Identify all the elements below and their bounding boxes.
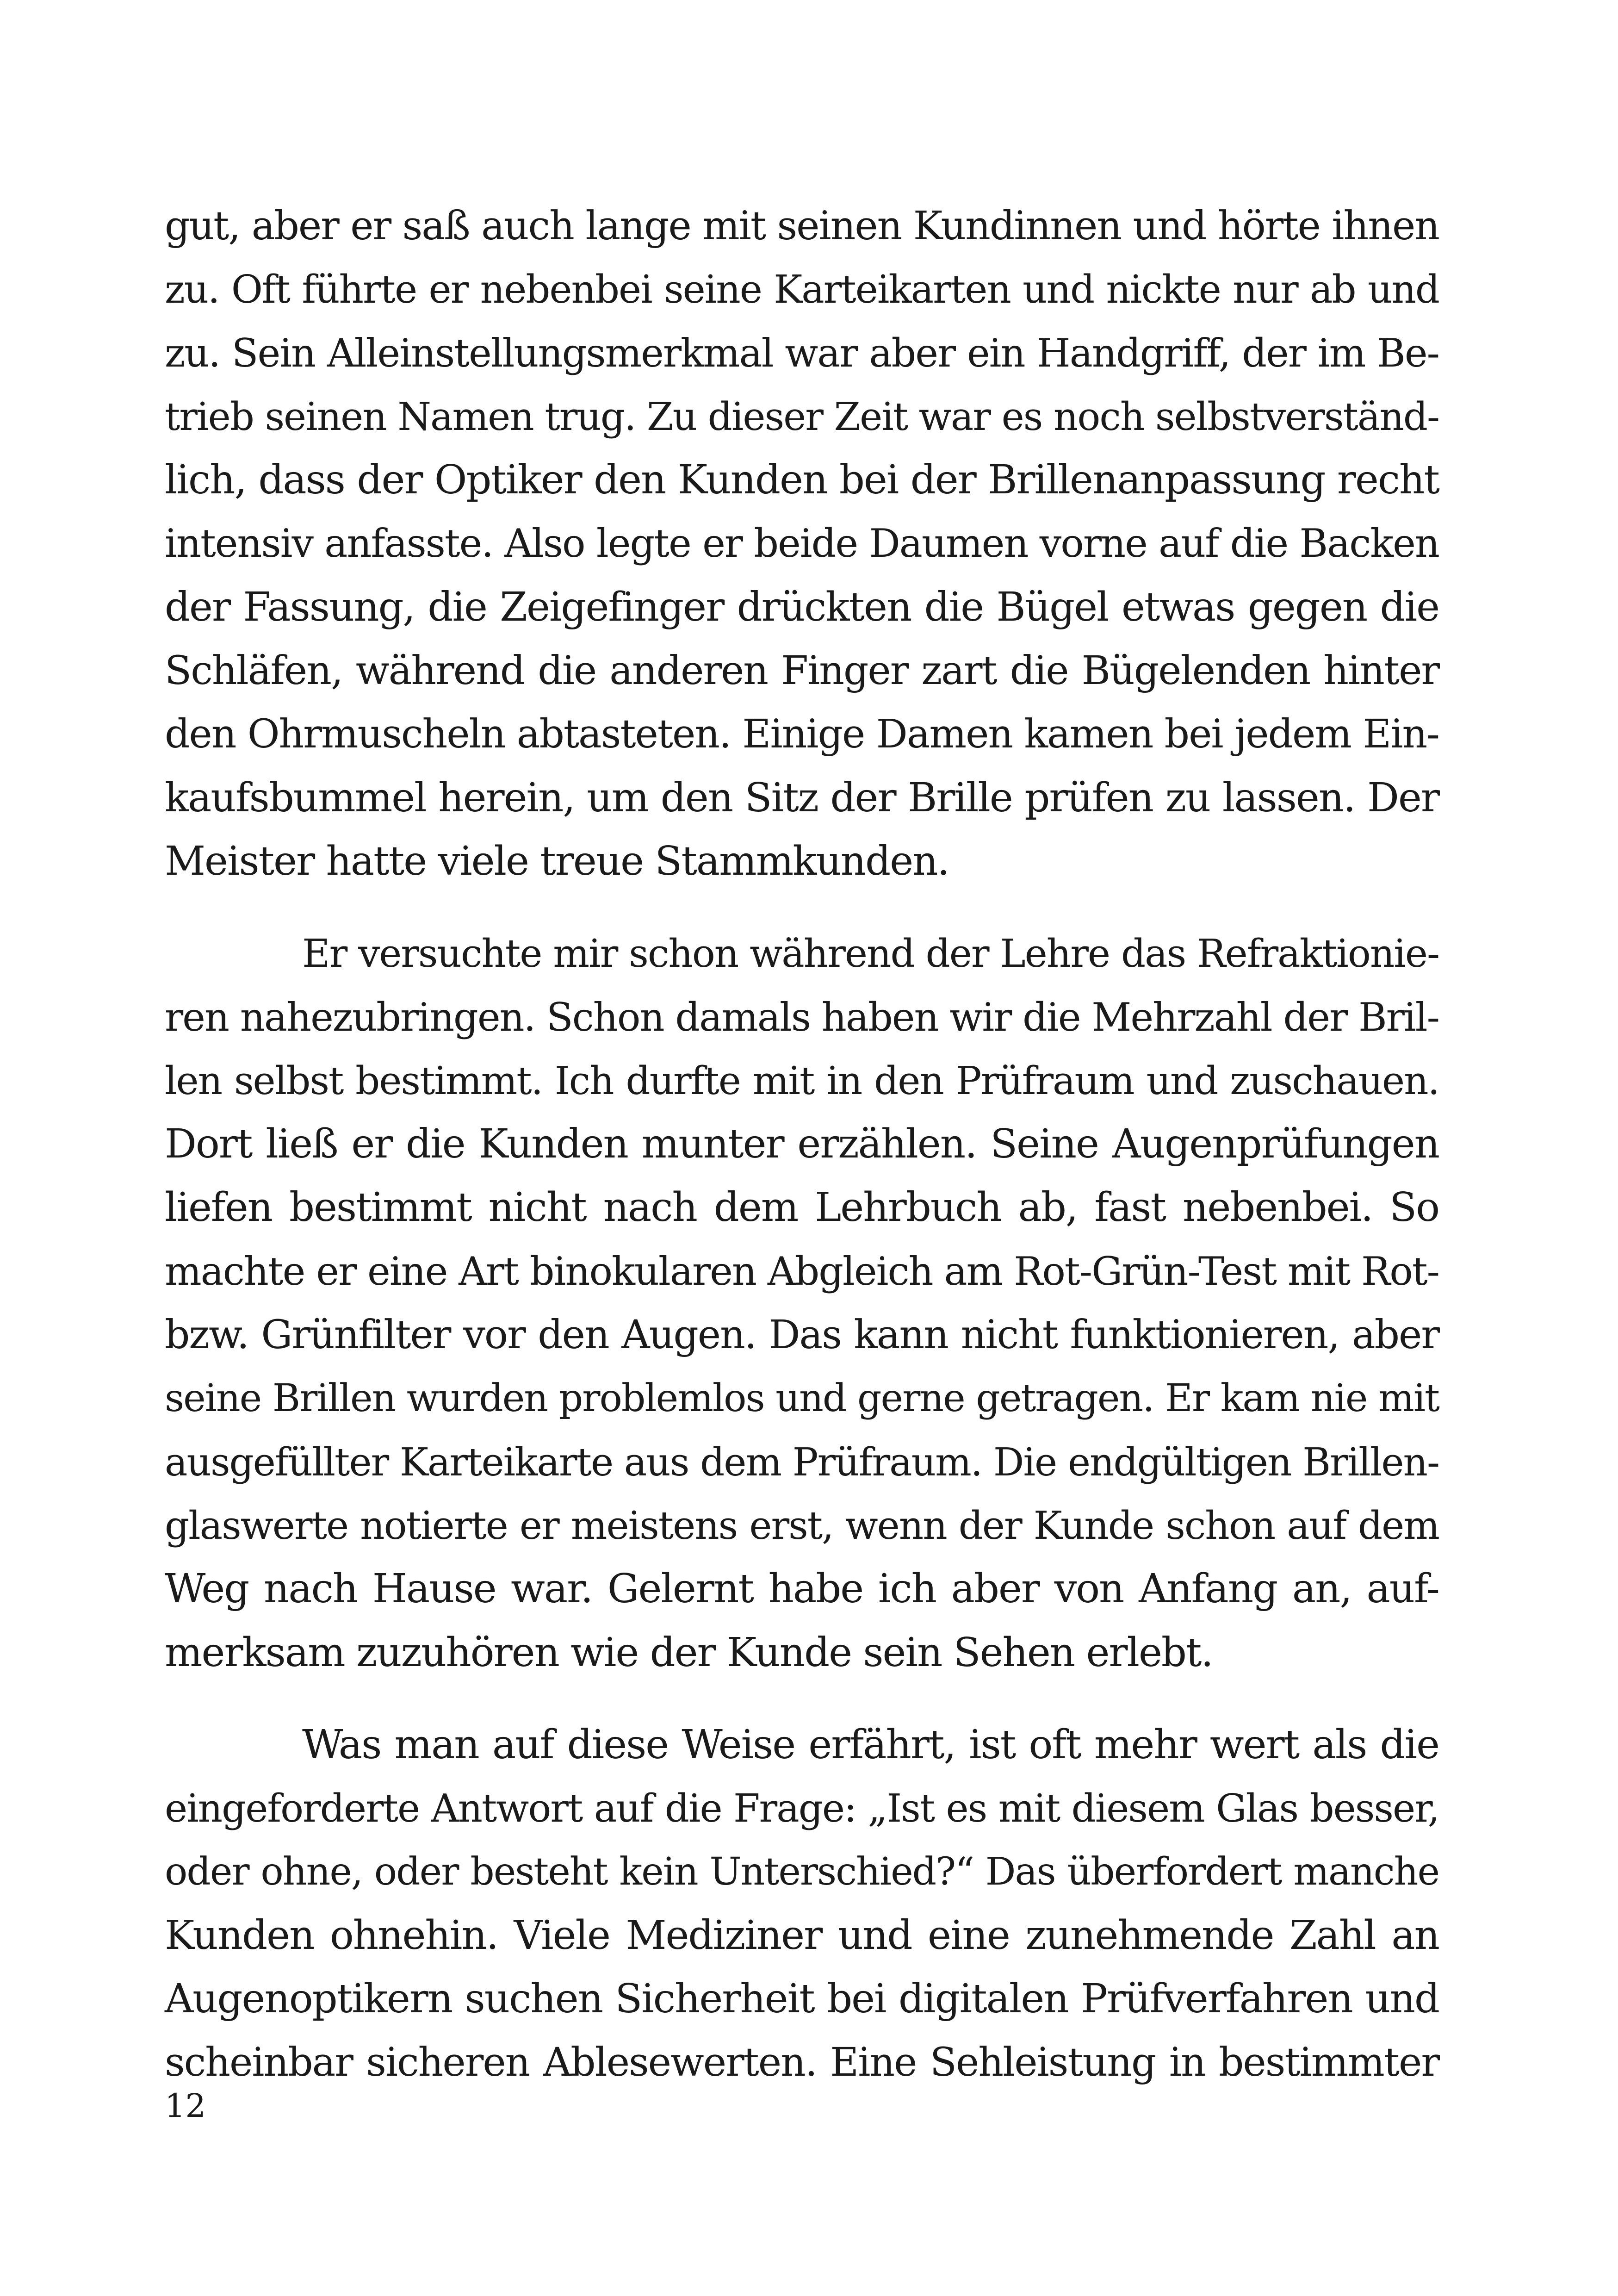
text-line: liefen bestimmt nicht nach dem Lehrbuch ab, fast nebenbei. So [165,1184,1439,1231]
text-line: der Fassung, die Zeigefinger drückten die Bügel etwas gegen die [165,584,1439,630]
text-line: den Ohrmuscheln abtasteten. Einige Damen kamen bei jedem Ein- [165,711,1439,758]
text-line: machte er eine Art binokularen Abgleich am Rot-Grün-Test mit Rot- [165,1248,1439,1294]
paragraph-2 [165,922,1439,1685]
text-line: Er versuchte mir schon während der Lehre das Refraktionie- [302,931,1439,977]
text-line: Weg nach Hause war. Gelernt habe ich aber von Anfang an, auf- [165,1566,1439,1612]
paragraph-3 [165,1713,1439,2095]
text-line: intensiv anfasste. Also legte er beide Daumen vorne auf die Backen [165,521,1439,566]
text-line: zu. Oft führte er nebenbei seine Karteikarten und nickte nur ab und [165,267,1439,312]
text-line: trieb seinen Namen trug. Zu dieser Zeit war es noch selbstverständ- [165,394,1439,439]
page-number: 12 [165,2087,206,2125]
text-line: merksam zuzuhören wie der Kunde sein Sehen erlebt. [165,1629,1213,1676]
text-line: kaufsbummel herein, um den Sitz der Brille prüfen zu lassen. Der [165,774,1439,821]
text-line: Was man auf diese Weise erfährt, ist oft mehr wert als die [302,1721,1439,1768]
text-line: Dort ließ er die Kunden munter erzählen. Seine Augenprüfungen [165,1121,1439,1168]
text-line: len selbst bestimmt. Ich durfte mit in den Prüfraum und zuschauen. [165,1058,1439,1103]
text-line: oder ohne, oder besteht kein Unterschied?“ Das überfordert manche [165,1850,1439,1894]
text-line: Schläfen, während die anderen Finger zart die Bügelenden hinter [165,648,1439,694]
text-line: glaswerte notierte er meistens erst, wenn der Kunde schon auf dem [165,1503,1439,1548]
text-line: Kunden ohnehin. Viele Mediziner und eine zunehmende Zahl an [165,1912,1439,1959]
text-line: seine Brillen wurden problemlos und gerne getragen. Er kam nie mit [165,1376,1439,1421]
text-line: lich, dass der Optiker den Kunden bei der Brillenanpassung recht [165,457,1439,504]
text-line: ausgefüllter Karteikarte aus dem Prüfraum. Die endgültigen Brillen- [165,1439,1439,1485]
text-line: Augenoptikern suchen Sicherheit bei digitalen Prüfverfahren und [165,1976,1439,2022]
paragraph-1 [165,194,1439,893]
text-line: zu. Sein Alleinstellungsmerkmal war aber ein Handgriff, der im Be- [165,330,1439,376]
text-line: eingeforderte Antwort auf die Frage: „Ist es mit diesem Glas besser, [165,1786,1439,1831]
text-line: ren nahezubringen. Schon damals haben wir die Mehrzahl der Bril- [165,994,1439,1040]
text-line: gut, aber er saß auch lange mit seinen Kundinnen und hörte ihnen [165,203,1439,249]
text-line: bzw. Grünfilter vor den Augen. Das kann nicht funktionieren, aber [165,1312,1439,1358]
body-text [165,194,1439,2095]
text-line: Meister hatte viele treue Stammkunden. [165,838,949,884]
text-line: scheinbar sicheren Ablesewerten. Eine Sehleistung in bestimmter [165,2040,1439,2086]
